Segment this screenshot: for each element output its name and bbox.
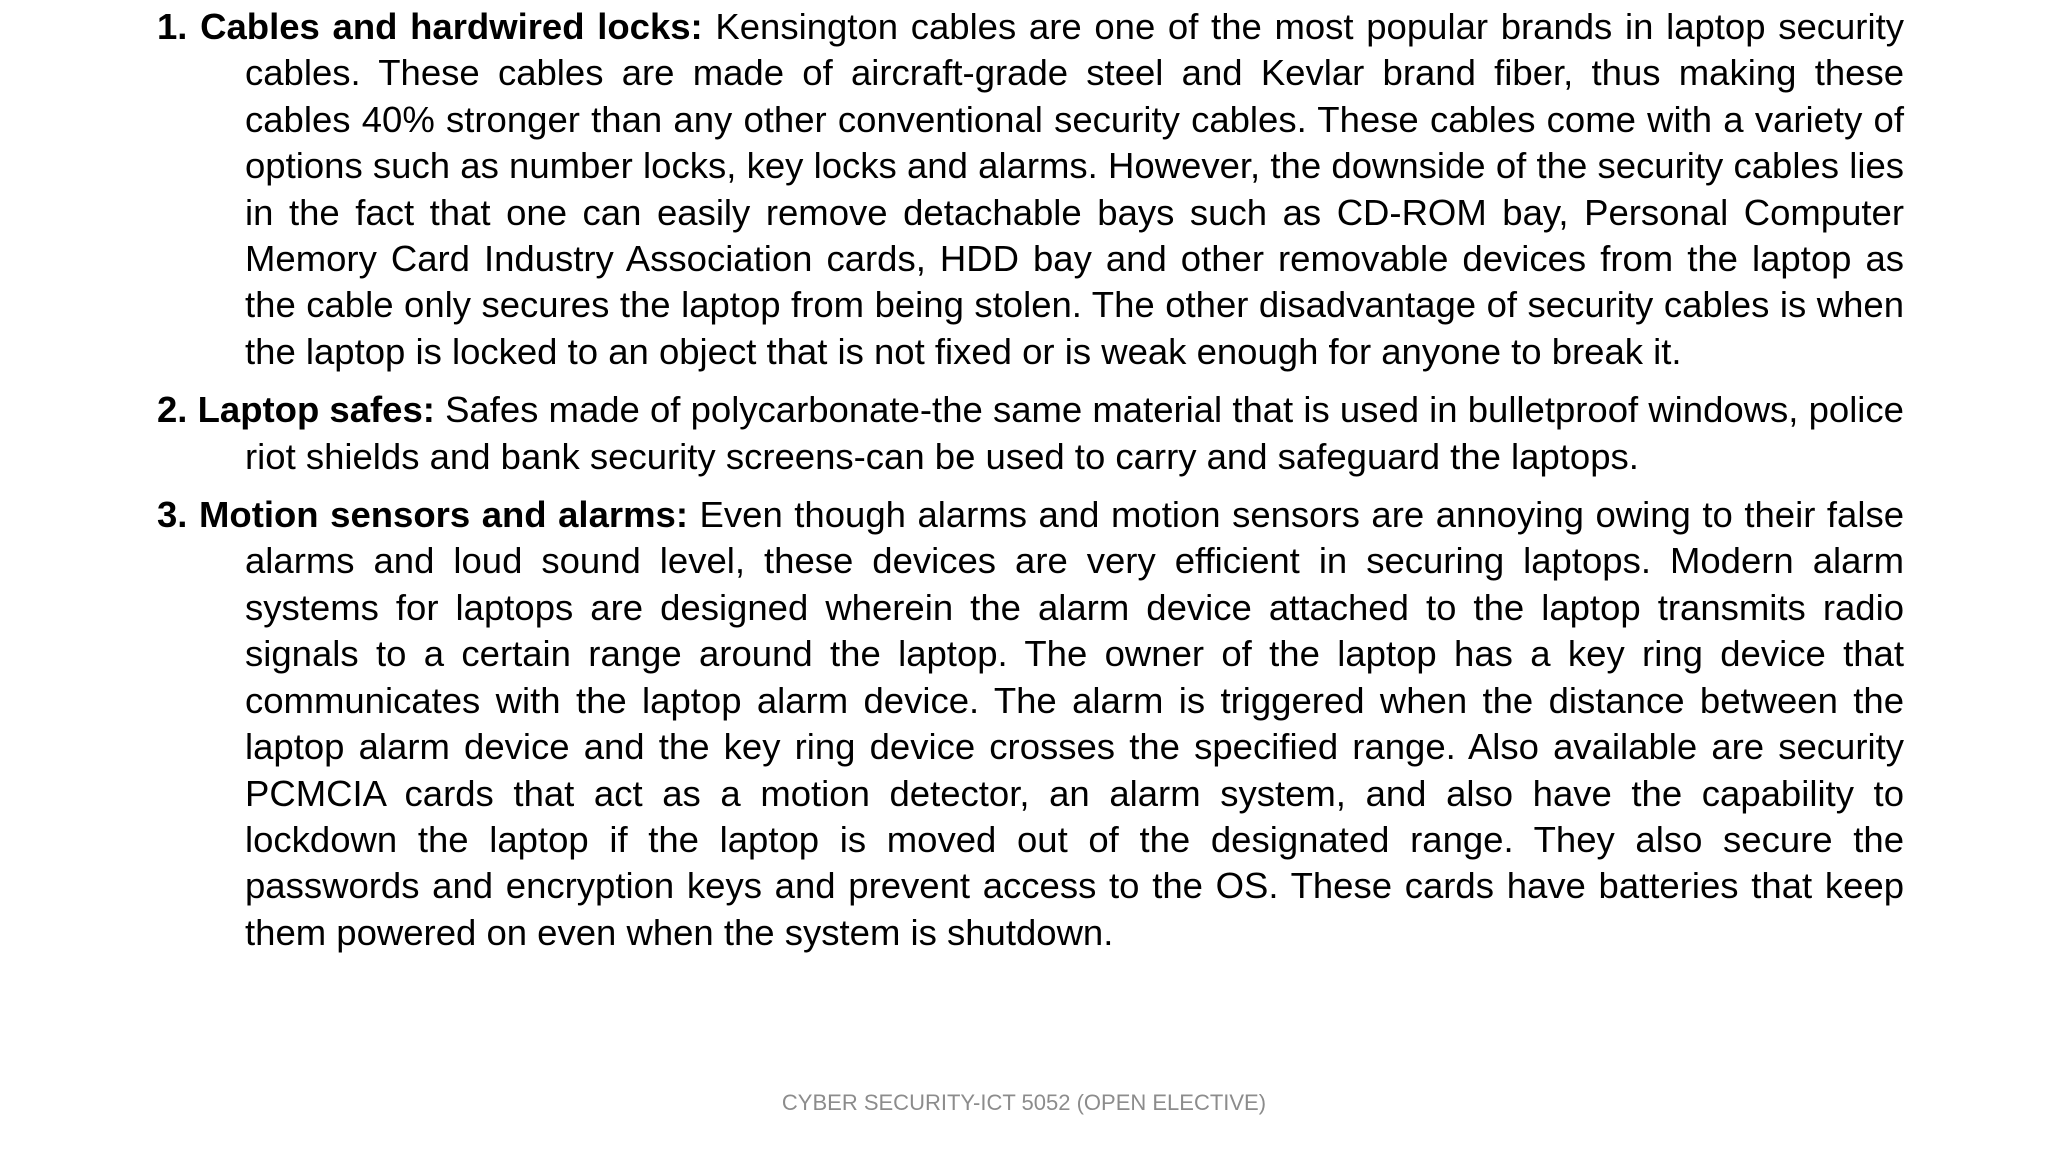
item-heading: Laptop safes: xyxy=(197,389,435,431)
item-number: 1. xyxy=(157,6,188,47)
item-lead xyxy=(157,389,435,430)
item-body: Safes made of polycarbonate-the same material that is used in bulletproof windows, police riot shields and bank security screens-can be used to carry and safeguard the laptops. xyxy=(245,389,1904,477)
item-heading: Motion sensors and alarms: xyxy=(199,494,688,536)
list-item-cables xyxy=(157,4,1904,375)
slide-footer: CYBER SECURITY-ICT 5052 (OPEN ELECTIVE) xyxy=(781,1090,1267,1115)
item-lead xyxy=(157,494,688,535)
item-number: 2. xyxy=(157,389,188,431)
security-measures-list xyxy=(157,4,1904,956)
item-lead xyxy=(157,6,703,47)
list-item-laptop-safes xyxy=(157,387,1904,480)
list-item-motion-sensors xyxy=(157,492,1904,956)
item-body: Kensington cables are one of the most popular brands in laptop security cables. These cables are made of aircraft-grade steel and Kevlar brand fiber, thus making these cables 40% stronger than any other conventional security cables. These cables come with a variety of options such as number locks, key locks and alarms. However, the downside of the security cables lies in the fact that one can easily remove detachable bays such as CD-ROM bay, Personal Computer Memory Card Industry Association cards, HDD bay and other removable devices from the laptop as the cable only secures the laptop from being stolen. The other disadvantage of security cables is when the laptop is locked to an object that is not fixed or is weak enough for anyone to break it. xyxy=(245,6,1904,372)
item-heading: Cables and hardwired locks: xyxy=(200,6,703,47)
item-body: Even though alarms and motion sensors are annoying owing to their false alarms and loud sound level, these devices are very efficient in securing laptops. Modern alarm systems for laptops are designed wherein the alarm device attached to the laptop transmits radio signals to a certain range around the laptop. The owner of the laptop has a key ring device that communicates with the laptop alarm device. The alarm is triggered when the distance between the laptop alarm device and the key ring device crosses the specified range. Also available are security PCMCIA cards that act as a motion detector, an alarm system, and also have the capability to lockdown the laptop if the laptop is moved out of the designated range. They also secure the passwords and encryption keys and prevent access to the OS. These cards have batteries that keep them powered on even when the system is shutdown. xyxy=(245,494,1904,953)
item-number: 3. xyxy=(157,494,188,536)
